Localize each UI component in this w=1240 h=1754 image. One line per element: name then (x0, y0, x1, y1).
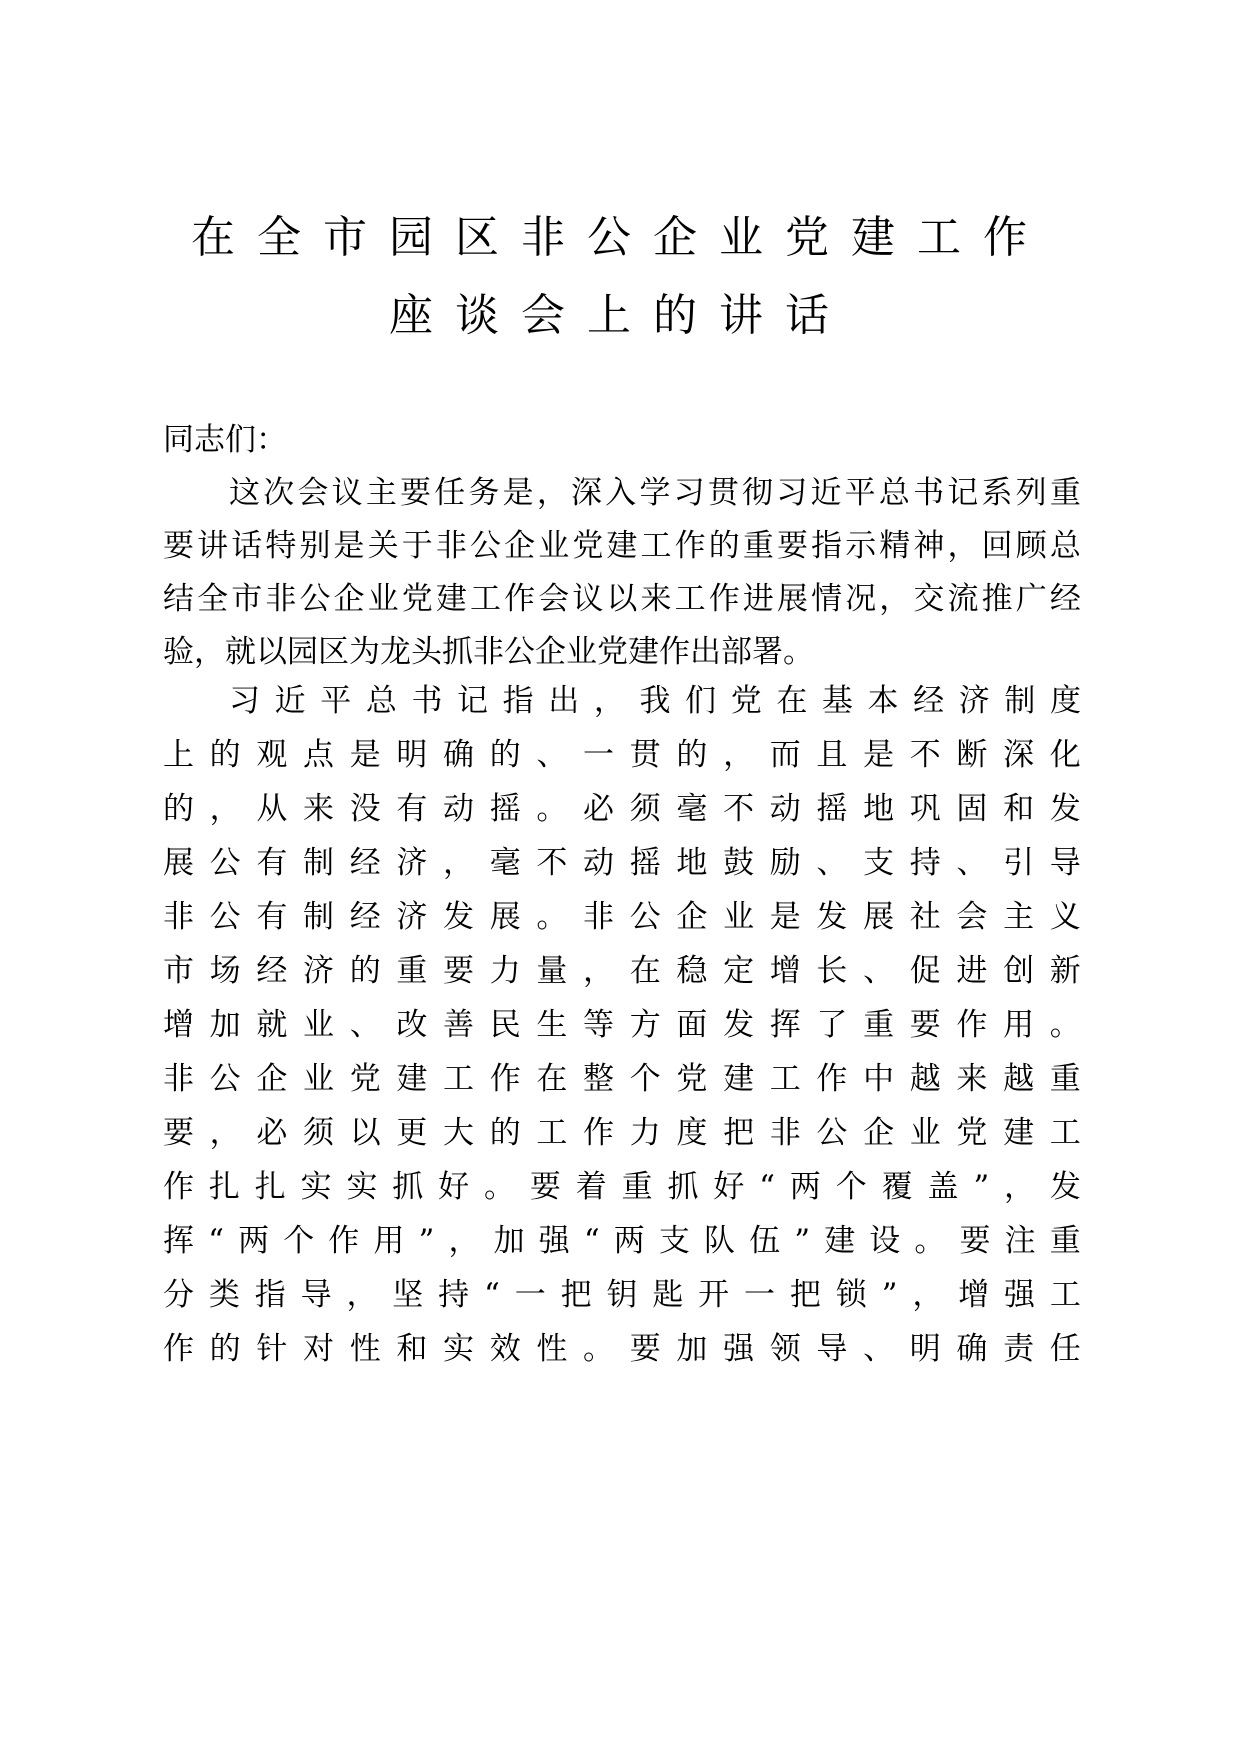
paragraph-line: 要 ， 必 须 以 更 大 的 工 作 力 度 把 非 公 企 业 党 建 工 (163, 1115, 1081, 1151)
document-title-line-1: 在全市园区非公企业党建工作 (191, 212, 1049, 263)
paragraph-line: 习 近 平 总 书 记 指 出 ， 我 们 党 在 基 本 经 济 制 度 (229, 683, 1081, 719)
paragraph-line: 挥 “ 两 个 作 用 ” ， 加 强 “ 两 支 队 伍 ” 建 设 。 要 注 重 (163, 1223, 1081, 1259)
paragraph-line: 要 讲 话 特 别 是 关 于 非 公 企 业 党 建 工 作 的 重 要 指 示 精 神 ， 回 顾 总 (163, 528, 1081, 564)
paragraph-line: 作 的 针 对 性 和 实 效 性 。 要 加 强 领 导 、 明 确 责 任 (163, 1331, 1081, 1367)
paragraph-line: 分 类 指 导 ， 坚 持 “ 一 把 钥 匙 开 一 把 锁 ” ， 增 强 工 (163, 1277, 1081, 1313)
paragraph-line: 上 的 观 点 是 明 确 的 、 一 贯 的 ， 而 且 是 不 断 深 化 (163, 737, 1081, 773)
paragraph-line: 验，就以园区为龙头抓非公企业党建作出部署。 (163, 634, 814, 670)
paragraph-line: 非 公 企 业 党 建 工 作 在 整 个 党 建 工 作 中 越 来 越 重 (163, 1061, 1081, 1097)
paragraph-line: 增 加 就 业 、 改 善 民 生 等 方 面 发 挥 了 重 要 作 用 。 (163, 1007, 1081, 1043)
paragraph-line: 这 次 会 议 主 要 任 务 是 ， 深 入 学 习 贯 彻 习 近 平 总 书 记 系 列 重 (229, 475, 1081, 511)
paragraph-line: 结 全 市 非 公 企 业 党 建 工 作 会 议 以 来 工 作 进 展 情 况 ， 交 流 推 广 经 (163, 581, 1081, 617)
paragraph-line: 市 场 经 济 的 重 要 力 量 ， 在 稳 定 增 长 、 促 进 创 新 (163, 953, 1081, 989)
paragraph-line: 非 公 有 制 经 济 发 展 。 非 公 企 业 是 发 展 社 会 主 义 (163, 899, 1081, 935)
salutation: 同志们： (163, 422, 287, 458)
paragraph-line: 作 扎 扎 实 实 抓 好 。 要 着 重 抓 好 “ 两 个 覆 盖 ” ， 发 (163, 1169, 1081, 1205)
paragraph-line: 展 公 有 制 经 济 ， 毫 不 动 摇 地 鼓 励 、 支 持 、 引 导 (163, 845, 1081, 881)
document-title-line-2: 座谈会上的讲话 (389, 290, 851, 341)
paragraph-line: 的 ， 从 来 没 有 动 摇 。 必 须 毫 不 动 摇 地 巩 固 和 发 (163, 791, 1081, 827)
